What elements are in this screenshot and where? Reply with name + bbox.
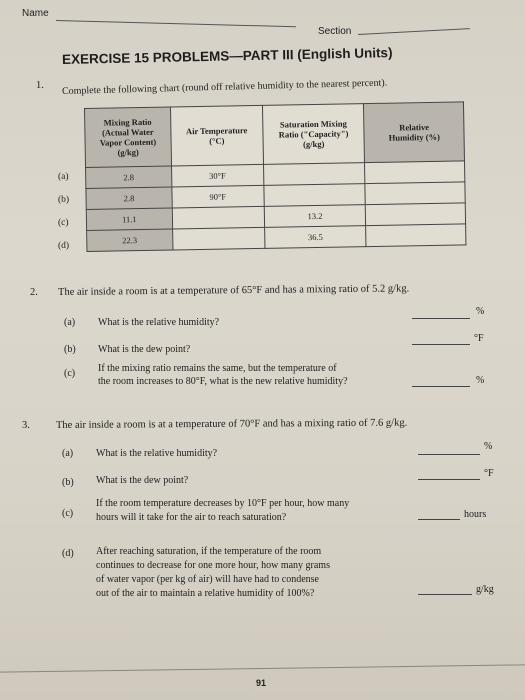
cell-mixing-ratio: 11.1 [86, 208, 172, 230]
row-label: (a) [58, 172, 69, 182]
problem-3d-label: (d) [62, 548, 74, 559]
unit-grams-per-kg: g/kg [476, 584, 494, 595]
cell-saturation-ratio: 36.5 [264, 226, 366, 249]
exercise-title: EXERCISE 15 PROBLEMS—PART III (English Units) [61, 45, 393, 67]
answer-blank-2a[interactable] [412, 318, 470, 319]
section-line [358, 28, 470, 35]
cell-saturation-ratio [264, 184, 366, 207]
answer-blank-3a[interactable] [418, 454, 480, 455]
problem-3d-line-1: After reaching saturation, if the temperature of the room [96, 546, 322, 557]
problem-2b-label: (b) [64, 344, 76, 355]
problem-2a-text: What is the relative humidity? [98, 317, 220, 328]
unit-percent: % [476, 306, 485, 317]
unit-fahrenheit: °F [484, 468, 494, 479]
section-label: Section [318, 26, 352, 37]
footer-rule [0, 664, 525, 672]
problem-2c-line-1: If the mixing ratio remains the same, but the temperature of [98, 363, 337, 374]
column-header-saturation-ratio: Saturation Mixing Ratio ("Capacity") (g/kg) [262, 104, 365, 165]
unit-percent: % [476, 375, 485, 386]
problem-1-number: 1. [36, 80, 44, 91]
column-header-mixing-ratio: Mixing Ratio (Actual Water Vapor Content) (g/kg) [85, 107, 172, 167]
humidity-chart [84, 101, 466, 252]
row-label: (c) [58, 218, 69, 228]
cell-saturation-ratio: 13.2 [264, 205, 366, 228]
problem-3d-line-2: continues to decrease for one more hour, how many grams [96, 560, 330, 571]
problem-3c-line-1: If the room temperature decreases by 10°F per hour, how many [96, 498, 350, 509]
row-label: (b) [58, 195, 70, 205]
cell-air-temperature [172, 227, 264, 250]
name-label: Name [22, 8, 49, 19]
answer-blank-3d[interactable] [418, 594, 472, 595]
cell-relative-humidity [365, 182, 465, 205]
cell-air-temperature [172, 206, 264, 229]
problem-2a-label: (a) [64, 317, 76, 328]
problem-3d-line-3: of water vapor (per kg of air) will have had to condense [96, 574, 319, 585]
problem-3d-line-4: out of the air to maintain a relative humidity of 100%? [96, 588, 315, 599]
row-label: (d) [58, 241, 70, 251]
cell-air-temperature: 30°F [171, 164, 263, 187]
cell-mixing-ratio: 22.3 [87, 229, 173, 251]
unit-percent: % [484, 441, 493, 452]
problem-1-text: Complete the following chart (round off relative humidity to the nearest percent). [61, 77, 388, 97]
cell-saturation-ratio [263, 163, 365, 186]
problem-2-text: The air inside a room is at a temperature of 65°F and has a mixing ratio of 5.2 g/kg. [57, 283, 410, 298]
cell-relative-humidity [365, 161, 465, 184]
problem-3b-label: (b) [62, 477, 74, 488]
problem-2c-label: (c) [64, 368, 76, 379]
problem-2c-line-2: the room increases to 80°F, what is the new relative humidity? [98, 376, 348, 387]
cell-mixing-ratio: 2.8 [86, 166, 172, 188]
unit-hours: hours [464, 509, 487, 520]
answer-blank-3b[interactable] [418, 479, 480, 480]
problem-3c-line-2: hours will it take for the air to reach saturation? [96, 512, 287, 523]
unit-fahrenheit: °F [474, 333, 484, 344]
problem-3a-text: What is the relative humidity? [96, 448, 218, 459]
problem-3a-label: (a) [62, 448, 74, 459]
problem-3b-text: What is the dew point? [96, 475, 189, 486]
problem-3-text: The air inside a room is at a temperature of 70°F and has a mixing ratio of 7.6 g/kg. [55, 417, 408, 431]
answer-blank-2c[interactable] [412, 386, 470, 387]
answer-blank-3c[interactable] [418, 519, 460, 520]
name-line [56, 20, 296, 27]
problem-2b-text: What is the dew point? [98, 344, 191, 355]
page-number: 91 [256, 678, 267, 688]
problem-2-number: 2. [30, 287, 38, 298]
problem-3-number: 3. [22, 420, 30, 431]
cell-mixing-ratio: 2.8 [86, 187, 172, 209]
problem-3c-label: (c) [62, 508, 74, 519]
column-header-air-temperature: Air Temperature (°C) [170, 105, 263, 166]
cell-air-temperature: 90°F [172, 185, 264, 208]
answer-blank-2b[interactable] [412, 344, 470, 345]
column-header-relative-humidity: Relative Humidity (%) [364, 102, 465, 163]
cell-relative-humidity [366, 203, 466, 226]
cell-relative-humidity [366, 224, 466, 247]
